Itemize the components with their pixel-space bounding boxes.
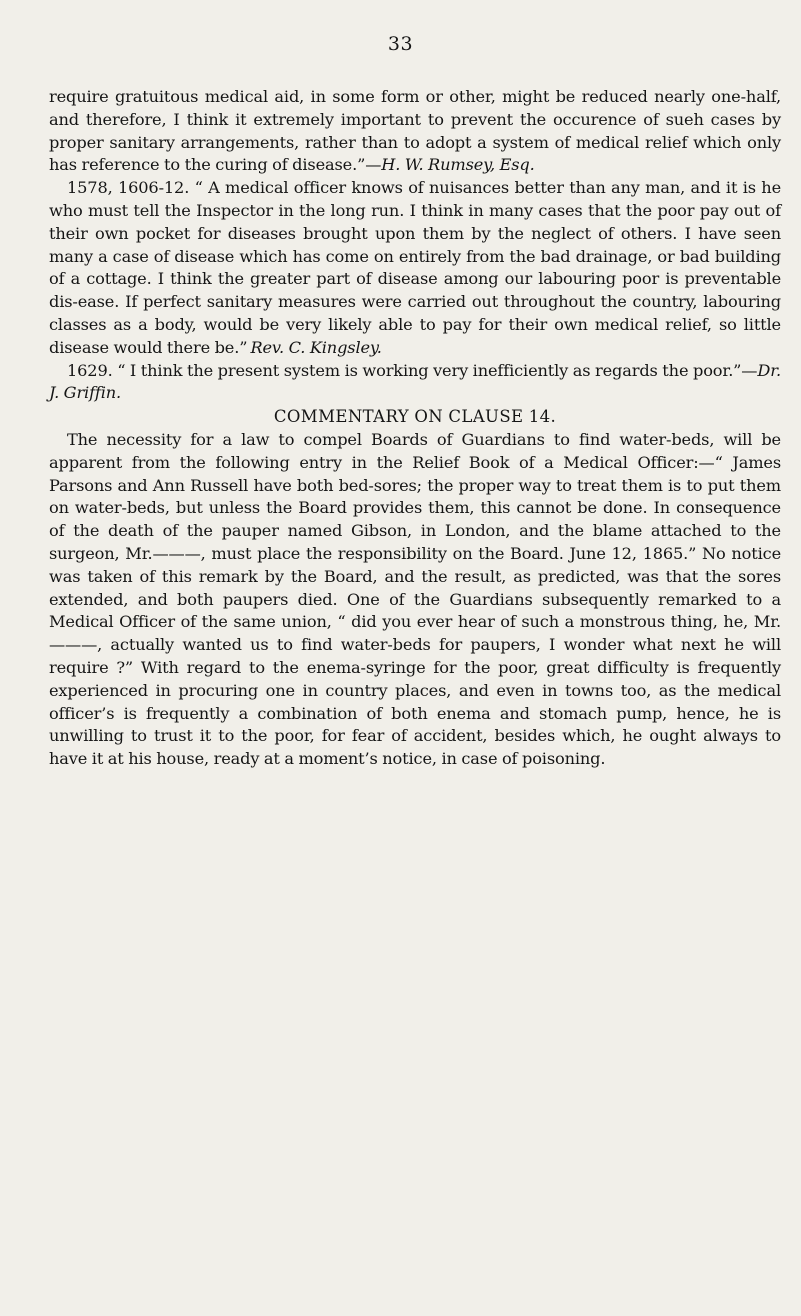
paragraph-text: require gratuitous medical aid, in some form or other, might be reduced nearly one-half, and therefore, I think it extremely important to prevent the occurence of sueh cases by proper sanitary arrangements, rather than to adopt a system of medical relief which only has reference to the curing of disease.”— (49, 87, 781, 175)
citation-kingsley: Rev. C. Kingsley. (250, 337, 382, 357)
page-text (49, 86, 781, 771)
paragraph-commentary: The necessity for a law to compel Boards of Guardians to find water-beds, will be apparent from the following entry in the Relief Book of a Medical Officer:—“ James Parsons and Ann Russell have both bed-sores; the proper way to treat them is to put them on water-beds, but unless the Board provides them, this cannot be done. In consequence of the death of the pauper named Gibson, in London, and the blame attached to the surgeon, Mr.———, must place the responsibility on the Board. June 12, 1865.” No notice was taken of this remark by the Board, and the result, as predicted, was that the sores extended, and both paupers died. One of the Guardians subsequently remarked to a Medical Officer of the same union, “ did you ever hear of such a monstrous thing, he, Mr.———, actually wanted us to find water-beds for paupers, I wonder what next he will require ?” With regard to the enema-syringe for the poor, great difficulty is frequently experienced in procuring one in country places, and even in towns too, as the medical officer’s is frequently a combination of both enema and stomach pump, hence, he is unwilling to trust it to the poor, for fear of accident, besides which, he ought always to have it at his house, ready at a moment’s notice, in case of poisoning. (49, 429, 781, 769)
citation-griffin: Dr. J. Griffin. (49, 360, 781, 403)
citation-rumsey: H. W. Rumsey, Esq. (381, 155, 535, 175)
paragraph-rumsey-quote (49, 86, 781, 177)
section-heading: COMMENTARY ON CLAUSE 14. (273, 407, 557, 427)
paragraph-text: 1629. “ I think the present system is working very inefficiently as regards the poor.”— (67, 360, 758, 380)
page-number: 33 (387, 33, 414, 55)
paragraph-kingsley-quote (49, 177, 781, 359)
paragraph-griffin-quote (49, 360, 781, 406)
paragraph-text: 1578, 1606-12. “ A medical officer knows of nuisances better than any man, and it is he who must tell the Inspector in the long run. I think in many cases that the poor pay out of their own pocket for diseases brought upon them by the neglect of others. I have seen many a case of disease which has come on entirely from the bad drainage, or bad building of a cottage. I think the greater part of disease among our labouring poor is preventable dis-ease. If perfect sanitary measures were carried out throughout the country, labouring classes as a body, would be very likely able to pay for their own medical relief, so little disease would there be.” (49, 178, 781, 357)
